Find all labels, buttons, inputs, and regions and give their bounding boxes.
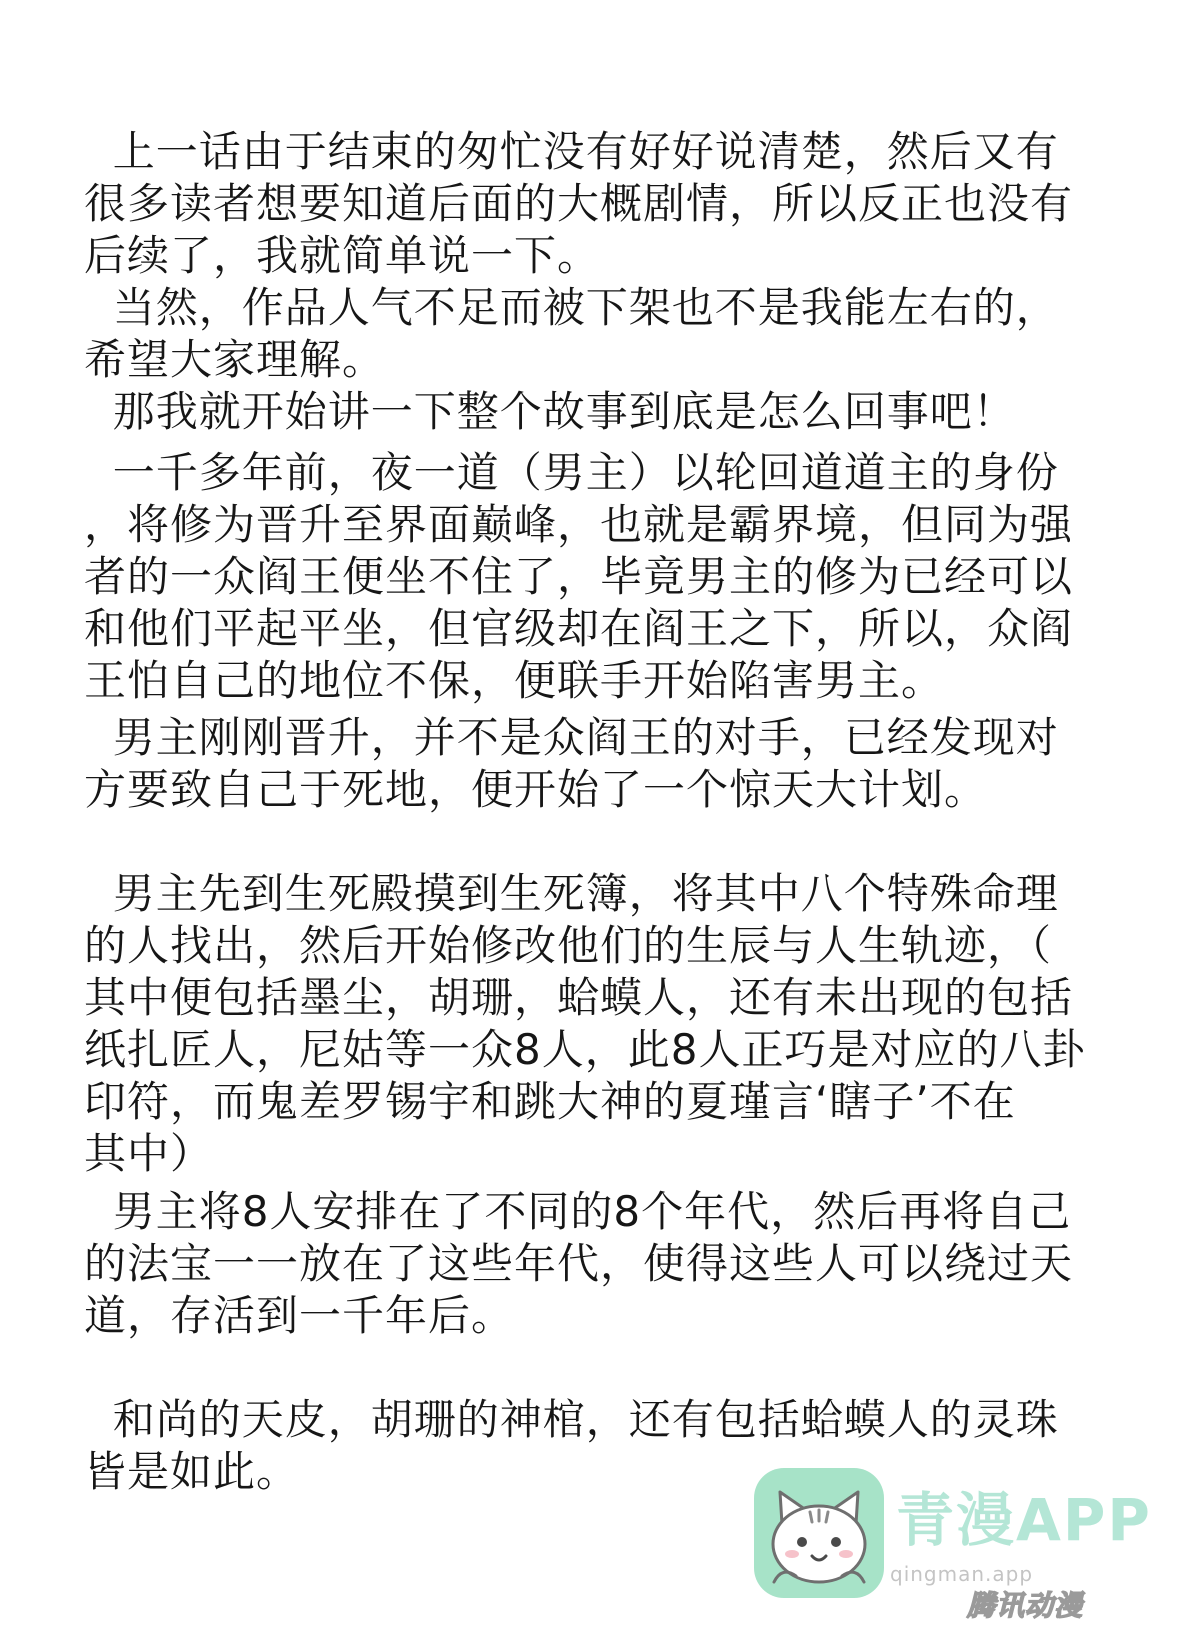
text-line: 那我就开始讲一下整个故事到底是怎么回事吧！ [84,387,1016,436]
text-line: 当然，作品人气不足而被下架也不是我能左右的， [84,283,1059,332]
text-line: 后续了，我就简单说一下。 [84,231,601,280]
text-line: 男主将8人安排在了不同的8个年代，然后再将自己 [84,1187,1072,1236]
paragraph-plan [84,712,1114,816]
watermark-brand: 青漫APP [896,1486,1152,1554]
paragraph-intro [84,126,1114,438]
text-line: 王怕自己的地位不保，便联手开始陷害男主。 [84,656,945,705]
text-line: 其中便包括墨尘，胡珊，蛤蟆人，还有未出现的包括 [84,973,1074,1022]
text-line: 方要致自己于死地，便开始了一个惊天大计划。 [84,765,988,814]
text-line: 男主刚刚晋升，并不是众阎王的对手，已经发现对 [84,713,1059,762]
text-line: ，将修为晋升至界面巅峰，也就是霸界境，但同为强 [84,500,1074,549]
watermark-url: qingman.app [890,1562,1034,1586]
text-line: 道，存活到一千年后。 [84,1291,515,1340]
text-line: 上一话由于结束的匆忙没有好好说清楚，然后又有 [84,127,1059,176]
watermark [752,1458,1192,1628]
text-line: 一千多年前，夜一道（男主）以轮回道道主的身份 [84,448,1059,497]
text-line: 印符，而鬼差罗锡宇和跳大神的夏瑾言‘瞎子’不在 [84,1077,1016,1126]
text-line: 和尚的天皮，胡珊的神棺，还有包括蛤蟆人的灵珠 [84,1395,1059,1444]
paragraph-book-of-life [84,868,1114,1180]
text-line: 男主先到生死殿摸到生死簿，将其中八个特殊命理 [84,869,1059,918]
text-line: 的法宝一一放在了这些年代，使得这些人可以绕过天 [84,1239,1074,1288]
paragraph-backstory [84,447,1114,707]
text-line: 和他们平起平坐，但官级却在阎王之下，所以，众阎 [84,604,1074,653]
watermark-stamp: 腾讯动漫 [967,1589,1084,1622]
text-line: 很多读者想要知道后面的大概剧情，所以反正也没有 [84,179,1074,228]
text-line: 其中） [84,1129,214,1178]
text-line: 者的一众阎王便坐不住了，毕竟男主的修为已经可以 [84,552,1074,601]
text-line: 希望大家理解。 [84,335,386,384]
text-line: 纸扎匠人，尼姑等一众8人，此8人正巧是对应的八卦 [84,1025,1086,1074]
cat-face-icon [752,1466,886,1600]
paragraph-eras [84,1186,1114,1342]
text-line: 的人找出，然后开始修改他们的生辰与人生轨迹，（ [84,921,1053,970]
text-line: 皆是如此。 [84,1447,300,1496]
